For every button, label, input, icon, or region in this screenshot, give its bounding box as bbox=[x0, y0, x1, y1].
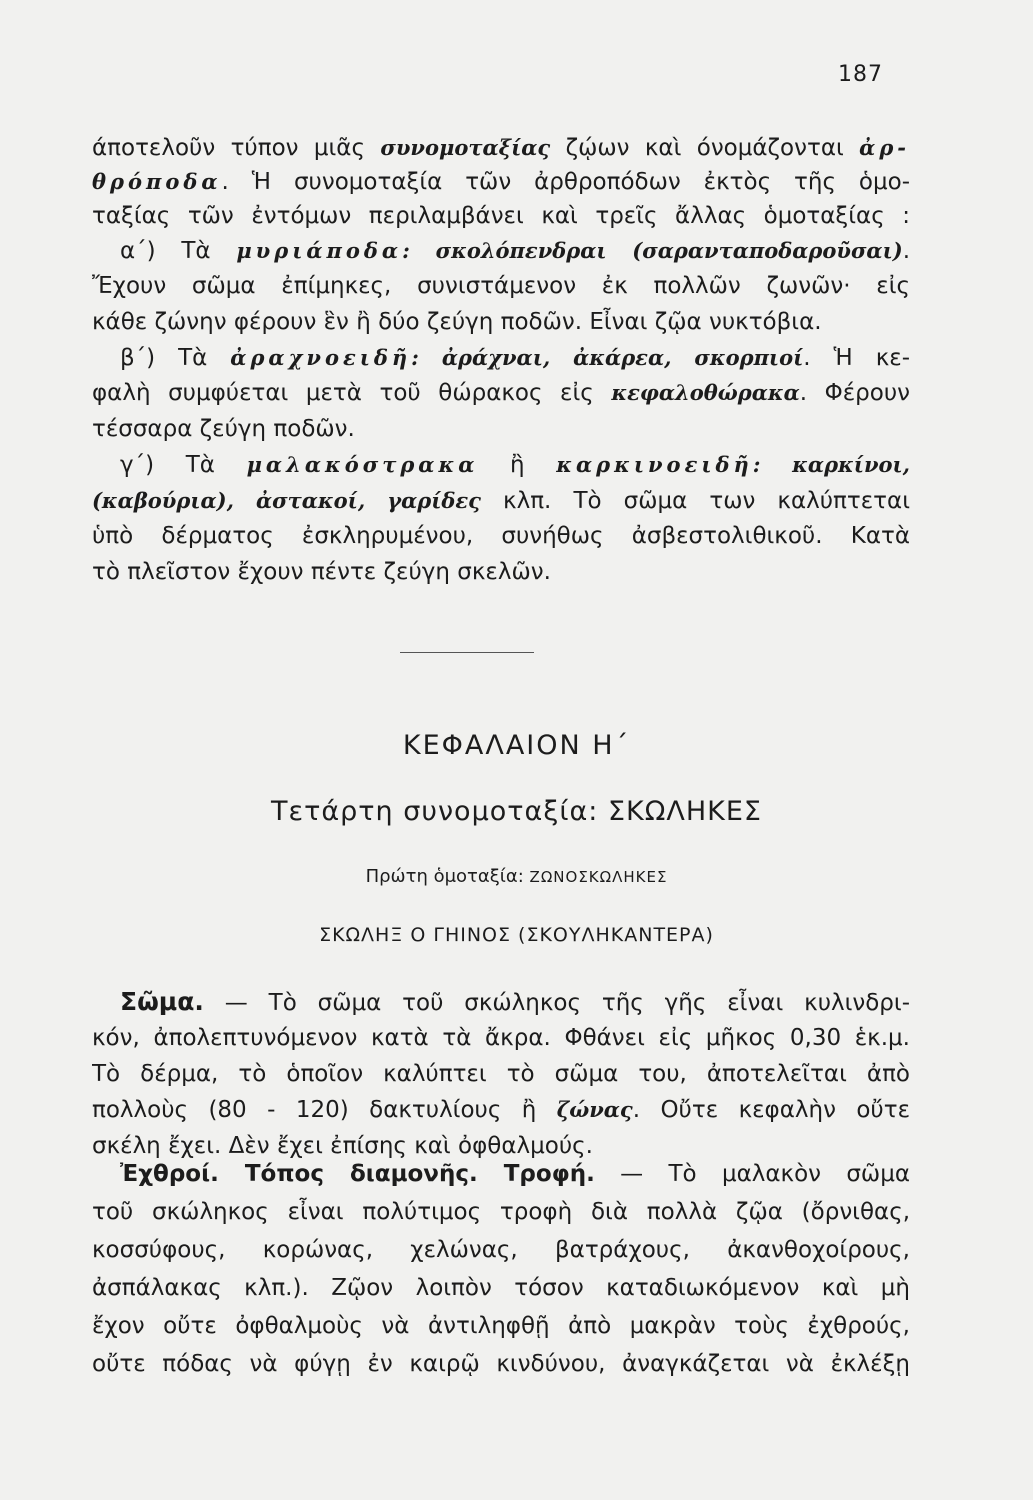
text-line: α΄) Τὰ μυριάποδα: σκολόπενδραι (σαρανταποδαροῦσαι). bbox=[120, 238, 910, 264]
text-line: πολλοὺς (80 - 120) δακτυλίους ἢ ζώνας. Οὔτε κεφαλὴν οὔτε bbox=[92, 1097, 910, 1123]
text-line: Ἔχουν σῶμα ἐπίμηκες, συνιστάμενον ἐκ πολλῶν ζωνῶν· εἰς bbox=[92, 273, 910, 299]
text-line: ὑπὸ δέρματος ἐσκληρυμένου, συνήθως ἀσβεστολιθικοῦ. Κατὰ bbox=[92, 523, 910, 549]
text-line: τοῦ σκώληκος εἶναι πολύτιμος τροφὴ διὰ πολλὰ ζῷα (ὄρνιθας, bbox=[92, 1199, 910, 1225]
text-line: άποτελοῦν τύπον μιᾶς συνομοταξίας ζῴων καὶ όνομάζονται ἀρ- bbox=[92, 135, 910, 161]
text-line: σκέλη ἔχει. Δὲν ἔχει ἐπίσης καὶ ὀφθαλμούς. bbox=[92, 1133, 593, 1159]
text-line: ἀσπάλακας κλπ.). Ζῷον λοιπὸν τόσον καταδιωκόμενον καὶ μὴ bbox=[92, 1275, 910, 1301]
text-line: β΄) Τὰ ἀραχνοειδῆ: ἀράχναι, ἀκάρεα, σκορπιοί. Ἡ κε- bbox=[120, 345, 910, 371]
text-line: ἔχον οὔτε ὀφθαλμοὺς νὰ ἀντιληφθῇ ἀπὸ μακρὰν τοὺς ἐχθρούς, bbox=[92, 1313, 910, 1339]
text-line: θρόποδα. Ἡ συνομοταξία τῶν ἀρθροπόδων ἐκτὸς τῆς ὁμο- bbox=[92, 169, 910, 195]
text-line: Ἐχθροί. Τόπος διαμονῆς. Τροφή. — Τὸ μαλακὸν σῶμα bbox=[120, 1161, 910, 1187]
text-line: τέσσαρα ζεύγη ποδῶν. bbox=[92, 416, 355, 442]
page-number: 187 bbox=[838, 62, 883, 87]
section-divider bbox=[400, 652, 534, 653]
section-lead: Ἐχθροί. Τόπος διαμονῆς. Τροφή. bbox=[120, 1161, 595, 1187]
text-line: κόν, ἀπολεπτυνόμενον κατὰ τὰ ἄκρα. Φθάνει εἰς μῆκος 0,30 ἑκ.μ. bbox=[92, 1025, 910, 1051]
text-line: Τὸ δέρμα, τὸ ὁποῖον καλύπτει τὸ σῶμα του, ἀποτελεῖται ἀπὸ bbox=[92, 1061, 910, 1087]
text-line: κοσσύφους, κορώνας, χελώνας, βατράχους, ἀκανθοχοίρους, bbox=[92, 1237, 910, 1263]
text-line: ταξίας τῶν ἐντόμων περιλαμβάνει καὶ τρεῖς ἄλλας ὁμοταξίας : bbox=[92, 203, 910, 229]
phylum-heading: Τετάρτη συνομοταξία: ΣΚΩΛΗΚΕΣ bbox=[271, 796, 762, 827]
text-line: Σῶμα. — Τὸ σῶμα τοῦ σκώληκος τῆς γῆς εἶναι κυλινδρι- bbox=[120, 987, 910, 1016]
text-line: φαλὴ συμφύεται μετὰ τοῦ θώρακος εἰς κεφαλοθώρακα. Φέρουν bbox=[92, 380, 910, 406]
text-line: τὸ πλεῖστον ἔχουν πέντε ζεύγη σκελῶν. bbox=[92, 559, 551, 585]
section-lead: Σῶμα. bbox=[120, 987, 204, 1016]
class-heading: Πρώτη ὁμοταξία: ΖΩΝΟΣΚΩΛΗΚΕΣ bbox=[365, 866, 668, 887]
text-line: γ΄) Τὰ μαλακόστρακα ἢ καρκινοειδῆ: καρκίνοι, bbox=[120, 452, 910, 478]
chapter-heading: ΚΕΦΑΛΑΙΟΝ Η΄ bbox=[402, 730, 631, 761]
species-heading: ΣΚΩΛΗΞ Ο ΓΗΙΝΟΣ (ΣΚΟΥΛΗΚΑΝΤΕΡΑ) bbox=[319, 924, 714, 946]
text-line: οὔτε πόδας νὰ φύγῃ ἐν καιρῷ κινδύνου, ἀναγκάζεται νὰ ἐκλέξῃ bbox=[92, 1351, 910, 1377]
text-line: κάθε ζώνην φέρουν ἓν ἢ δύο ζεύγη ποδῶν. Εἶναι ζῷα νυκτόβια. bbox=[92, 309, 822, 335]
text-line: (καβούρια), ἀστακοί, γαρίδες κλπ. Τὸ σῶμα των καλύπτεται bbox=[92, 488, 910, 514]
